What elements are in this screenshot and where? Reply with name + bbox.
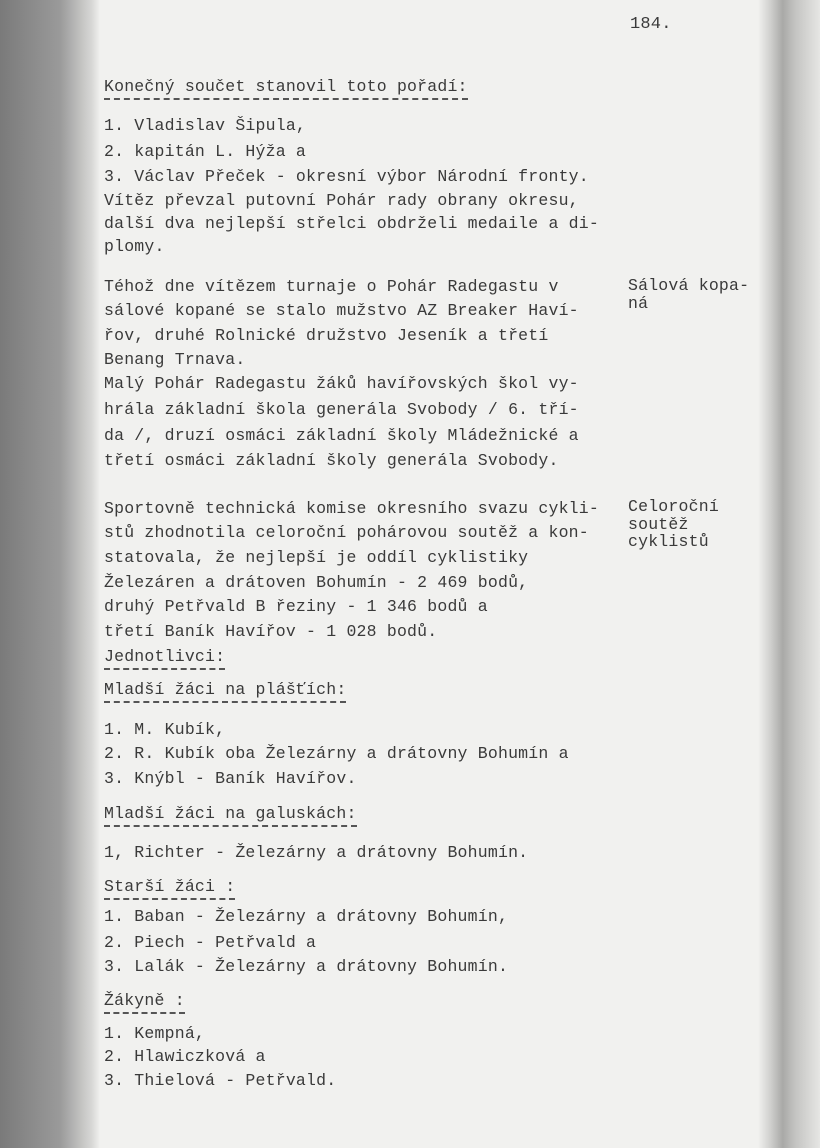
- list-item: 3. Knýbl - Baník Havířov.: [104, 769, 357, 788]
- text-line: 2. kapitán L. Hýža a: [104, 142, 307, 161]
- text-line: Železáren a drátoven Bohumín - 2 469 bodů,: [104, 573, 529, 592]
- list-item: 3. Lalák - Železárny a drátovny Bohumín.: [104, 957, 509, 976]
- text-line: stů zhodnotila celoroční pohárovou soutěž a kon-: [104, 523, 589, 542]
- group-heading: Žákyně :: [104, 991, 185, 1014]
- list-item: 2. Piech - Petřvald a: [104, 933, 317, 952]
- subheading: Jednotlivci:: [104, 647, 225, 670]
- list-item: 1. M. Kubík,: [104, 720, 226, 739]
- text-line: da /, druzí osmáci základní školy Mládežnické a: [104, 426, 579, 445]
- margin-note: ná: [628, 294, 649, 313]
- text-line: 3. Václav Přeček - okresní výbor Národní fronty.: [104, 167, 589, 186]
- group-heading: Starší žáci :: [104, 877, 235, 900]
- list-item: 1. Baban - Železárny a drátovny Bohumín,: [104, 907, 509, 926]
- list-item: 1, Richter - Železárny a drátovny Bohumín.: [104, 843, 529, 862]
- margin-note: Sálová kopa-: [628, 276, 750, 295]
- text-line: sálové kopané se stalo mužstvo AZ Breaker Haví-: [104, 301, 579, 320]
- text-line: hrála základní škola generála Svobody / 6. tří-: [104, 400, 579, 419]
- text-line: řov, druhé Rolnické družstvo Jeseník a třetí: [104, 326, 549, 345]
- text-line: statovala, že nejlepší je oddíl cyklistiky: [104, 548, 529, 567]
- margin-note: cyklistů: [628, 532, 709, 551]
- text-line: třetí osmáci základní školy generála Svobody.: [104, 451, 559, 470]
- list-item: 2. R. Kubík oba Železárny a drátovny Bohumín a: [104, 744, 569, 763]
- text-line: plomy.: [104, 237, 165, 256]
- text-line: další dva nejlepší střelci obdrželi medaile a di-: [104, 214, 599, 233]
- list-item: 3. Thielová - Petřvald.: [104, 1071, 337, 1090]
- group-heading: Mladší žáci na galuskách:: [104, 804, 357, 827]
- page-binding-shadow: [0, 0, 100, 1148]
- page-number: 184.: [630, 15, 672, 34]
- text-line: Malý Pohár Radegastu žáků havířovských škol vy-: [104, 374, 579, 393]
- text-line: druhý Petřvald B řeziny - 1 346 bodů a: [104, 597, 488, 616]
- text-line: Sportovně technická komise okresního svazu cykli-: [104, 499, 599, 518]
- text-line: Téhož dne vítězem turnaje o Pohár Radegastu v: [104, 277, 559, 296]
- margin-note: Celoroční: [628, 497, 719, 516]
- list-item: 1. Kempná,: [104, 1024, 206, 1043]
- list-item: 2. Hlawiczková a: [104, 1047, 266, 1066]
- group-heading: Mladší žáci na plášťích:: [104, 680, 346, 703]
- text-line: třetí Baník Havířov - 1 028 bodů.: [104, 622, 438, 641]
- section-heading: Konečný součet stanovil toto pořadí:: [104, 77, 468, 100]
- page-edge-shadow: [758, 0, 820, 1148]
- margin-note: soutěž: [628, 515, 689, 534]
- text-line: Benang Trnava.: [104, 350, 246, 369]
- text-line: Vítěz převzal putovní Pohár rady obrany okresu,: [104, 191, 579, 210]
- text-line: 1. Vladislav Šipula,: [104, 116, 307, 135]
